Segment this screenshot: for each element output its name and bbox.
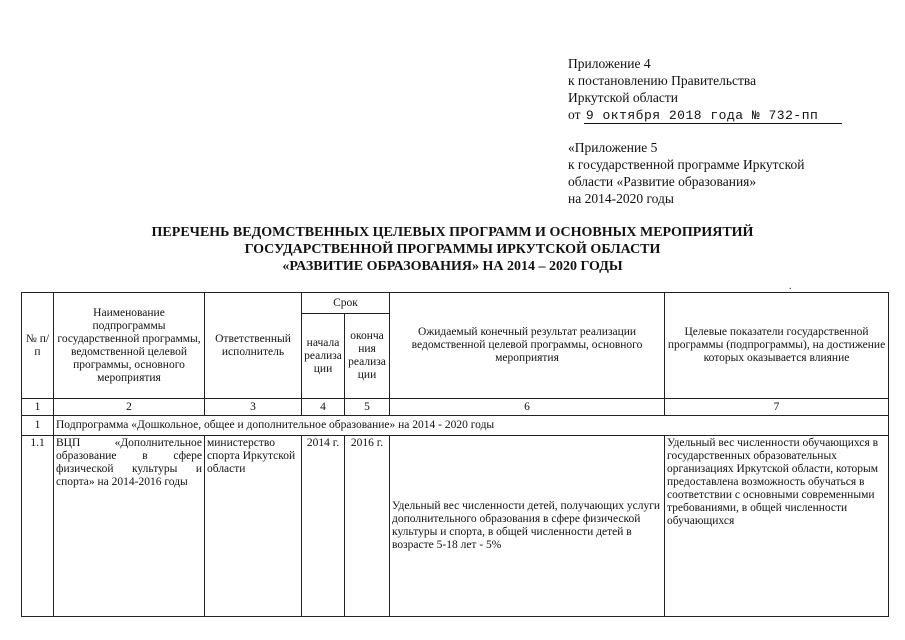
annex-current-block	[568, 55, 842, 124]
annex-program-line: «Приложение 5	[568, 140, 658, 155]
annex-program-block	[568, 139, 805, 207]
title-line: «РАЗВИТИЕ ОБРАЗОВАНИЯ» НА 2014 – 2020 ГОДЫ	[282, 259, 623, 274]
header-result: Ожидаемый конечный результат реализации ведомственной целевой программы, основного мероприятия	[390, 293, 665, 399]
row-expected-result: Удельный вес численности детей, получающих услуги дополнительного образования в сфере физической культуры и спорта, в общей численности детей в возрасте 5-18 лет - 5%	[390, 436, 665, 617]
row-num: 1.1	[22, 436, 54, 617]
column-number: 5	[345, 399, 390, 416]
annex-current-line: Приложение 4	[568, 56, 651, 71]
column-number: 2	[54, 399, 205, 416]
table-header-row	[22, 293, 889, 314]
annex-current-line: Иркутской области	[568, 90, 679, 105]
column-number: 7	[665, 399, 889, 416]
annex-date-line	[568, 106, 842, 124]
annex-program-line: области «Развитие образования»	[568, 174, 757, 189]
document-title	[0, 224, 905, 275]
handwritten-date: 9 октября 2018 года № 732-пп	[584, 108, 842, 124]
column-number-row	[22, 399, 889, 416]
annex-program-line: к государственной программе Иркутской	[568, 157, 805, 172]
row-executor: министерство спорта Иркутской области	[205, 436, 302, 617]
row-program-name: ВЦП «Дополнительное образование в сфере физической культуры и спорта» на 2014-2016 годы	[54, 436, 205, 617]
header-name: Наименование подпрограммы государственной программы, ведомственной целевой программы, основного мероприятия	[54, 293, 205, 399]
subprogram-row	[22, 416, 889, 436]
stray-mark: .	[789, 281, 792, 292]
table-row	[22, 436, 889, 617]
header-term: Срок	[302, 293, 390, 314]
column-number: 6	[390, 399, 665, 416]
header-term-end: оконча ния реализа ции	[345, 314, 390, 399]
row-start-year: 2014 г.	[302, 436, 345, 617]
annex-program-line: на 2014-2020 годы	[568, 191, 674, 206]
subprogram-title: Подпрограмма «Дошкольное, общее и дополнительное образование» на 2014 - 2020 годы	[54, 416, 889, 436]
program-table	[21, 292, 889, 617]
date-prefix: от	[568, 107, 581, 122]
column-number: 4	[302, 399, 345, 416]
row-end-year: 2016 г.	[345, 436, 390, 617]
header-num: № п/п	[22, 293, 54, 399]
header-executor: Ответственный исполнитель	[205, 293, 302, 399]
column-number: 1	[22, 399, 54, 416]
header-term-start: начала реализа ции	[302, 314, 345, 399]
row-target-indicator: Удельный вес численности обучающихся в государственных образовательных организациях Иркутской области, которым предоставлена возможность обучаться в соответствии с основными современными требованиями, в общей численности обучающихся	[665, 436, 889, 617]
title-line: ПЕРЕЧЕНЬ ВЕДОМСТВЕННЫХ ЦЕЛЕВЫХ ПРОГРАММ И ОСНОВНЫХ МЕРОПРИЯТИЙ	[151, 225, 754, 240]
title-line: ГОСУДАРСТВЕННОЙ ПРОГРАММЫ ИРКУТСКОЙ ОБЛАСТИ	[244, 242, 661, 257]
annex-current-line: к постановлению Правительства	[568, 73, 757, 88]
column-number: 3	[205, 399, 302, 416]
header-indicators: Целевые показатели государственной программы (подпрограммы), на достижение которых оказывается влияние	[665, 293, 889, 399]
subprogram-num: 1	[22, 416, 54, 436]
